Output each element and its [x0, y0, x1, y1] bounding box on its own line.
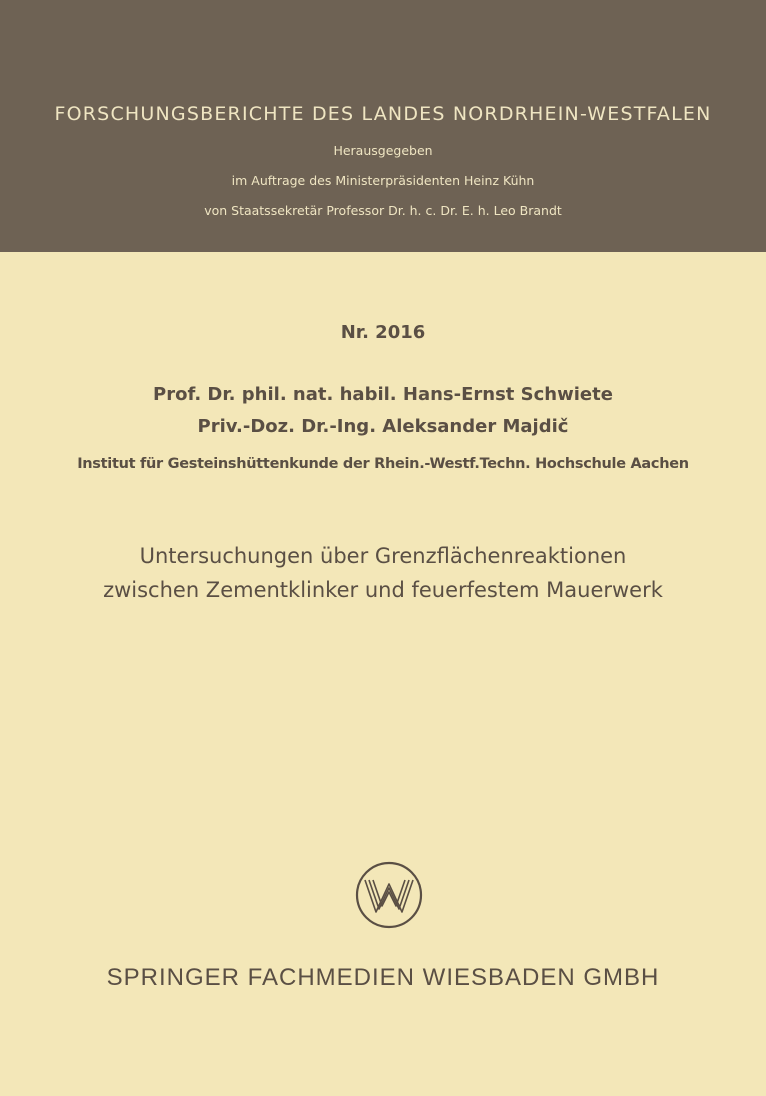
publisher-name: SPRINGER FACHMEDIEN WIESBADEN GMBH	[106, 964, 660, 991]
series-title: FORSCHUNGSBERICHTE DES LANDES NORDRHEIN-WESTFALEN	[54, 103, 712, 125]
institute: Institut für Gesteinshüttenkunde der Rhein.-Westf.Techn. Hochschule Aachen	[77, 456, 689, 472]
commission-line: im Auftrage des Ministerpräsidenten Heinz Kühn	[231, 173, 535, 188]
author-2: Priv.-Doz. Dr.-Ing. Aleksander Majdič	[197, 416, 569, 437]
publisher-logo-icon	[354, 860, 424, 930]
header-band	[0, 0, 766, 252]
editor-label: Herausgegeben	[333, 143, 433, 158]
title-line-2: zwischen Zementklinker und feuerfestem Mauerwerk	[103, 578, 663, 602]
title-line-1: Untersuchungen über Grenzflächenreaktionen	[139, 544, 627, 568]
report-number: Nr. 2016	[340, 322, 426, 343]
author-1: Prof. Dr. phil. nat. habil. Hans-Ernst Schwiete	[153, 384, 613, 405]
editor-name-line: von Staatssekretär Professor Dr. h. c. Dr. E. h. Leo Brandt	[204, 203, 562, 218]
